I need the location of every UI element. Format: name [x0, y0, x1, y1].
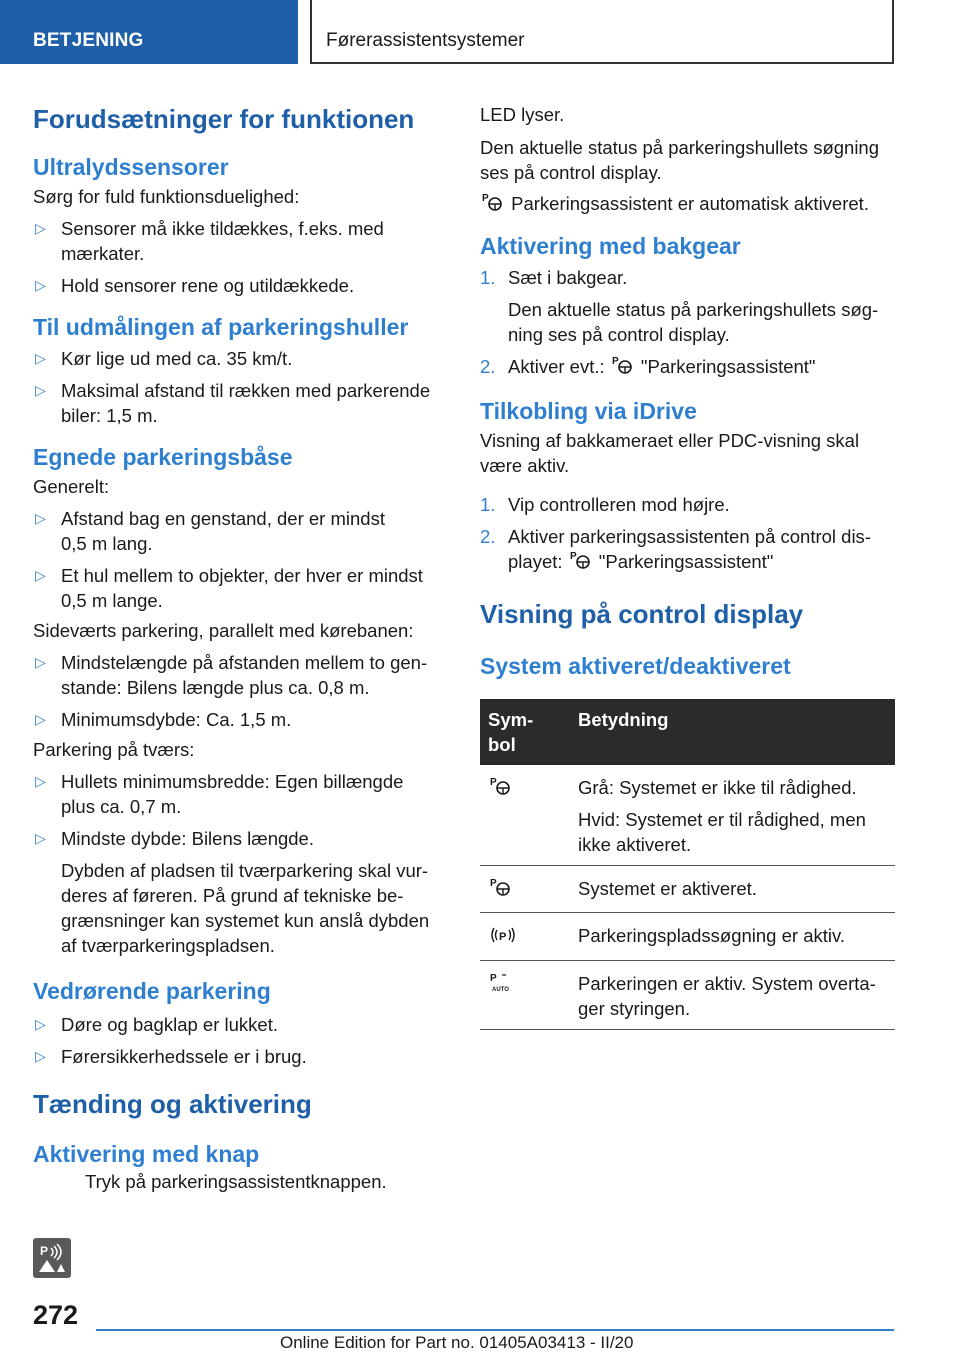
parking-auto-icon [488, 971, 514, 999]
triangle-bullet-icon: ▷ [35, 510, 46, 526]
column-symbol: Sym- bol [480, 699, 570, 765]
svg-text:P: P [611, 356, 619, 368]
footer-edition: Online Edition for Part no. 01405A03413 - II/20 [280, 1333, 634, 1352]
svg-text:P: P [569, 551, 577, 563]
list-item: ▷ Minimumsdybde: Ca. 1,5 m. [35, 709, 292, 730]
parking-assistant-icon [480, 191, 506, 219]
list-item: ▷ Døre og bagklap er lukket. [35, 1014, 278, 1035]
table-header-row [480, 699, 895, 765]
list-item: 1. Vip controlleren mod højre. [480, 494, 730, 516]
heading-measure: Til udmålingen af parkeringshuller [33, 314, 409, 340]
svg-text:P: P [482, 193, 489, 205]
list-item: ▷ Hold sensorer rene og utildækkede. [35, 275, 355, 296]
list-item: ▷ Maksimal afstand til rækken med parkerende biler: 1,5 m. [35, 380, 431, 426]
table-row: P Grå: Systemet er ikke til rådighed. Hvid: Systemet er til rådighed, men ikke aktiveret. [480, 765, 895, 866]
page-number: 272 [33, 1300, 79, 1330]
triangle-bullet-icon: ▷ [35, 1016, 46, 1032]
footer-divider [96, 1329, 894, 1331]
heading-requirements: Forudsætninger for funktionen [33, 104, 415, 134]
triangle-bullet-icon: ▷ [35, 220, 46, 236]
symbol-table [480, 699, 895, 1029]
section-tab [0, 0, 298, 64]
list-item: ▷ Afstand bag en genstand, der er mindst 0,5 m lang. [35, 508, 385, 554]
list-item: 1. Sæt i bakgear. [480, 267, 628, 289]
section-title: BETJENING [33, 30, 144, 51]
parking-search-icon [488, 924, 518, 952]
list-item: 2. Aktiver evt.: P "Parkeringsassistent" [480, 354, 895, 382]
reverse-note: Den aktuelle status på parkeringshullets søg- ning ses på control display. [508, 299, 879, 346]
chapter-tab [310, 0, 894, 64]
button-text: Tryk på parkeringsassistentknappen. [85, 1171, 387, 1192]
list-item: ▷ Mindste dybde: Bilens længde. [35, 828, 314, 849]
left-column [33, 102, 445, 1194]
triangle-bullet-icon: ▷ [35, 382, 46, 398]
cross-note: Dybden af pladsen til tværparkering skal vur- deres af føreren. På grund af tekniske be- grænsninger kan systemet kun anslå dybden af tværparkeringspladsen. [61, 860, 430, 956]
status-text: Den aktuelle status på parkeringshullets søgning ses på control display. [480, 137, 880, 183]
column-meaning: Betydning [570, 699, 895, 765]
triangle-bullet-icon: ▷ [35, 1048, 46, 1064]
svg-text:P: P [490, 878, 497, 890]
heading-ultrasound: Ultralydssensorer [33, 154, 229, 180]
led-text: LED lyser. [480, 104, 565, 125]
triangle-bullet-icon: ▷ [35, 567, 46, 583]
parking-assistant-icon [568, 549, 594, 577]
svg-text:P: P [490, 777, 497, 789]
ultrasound-intro: Sørg for fuld funktionsduelighed: [33, 186, 300, 207]
parking-button-icon [33, 1238, 71, 1278]
table-row: P AUTO Parkeringen er aktiv. System overta- ger styringen. [480, 960, 895, 1029]
triangle-bullet-icon: ▷ [35, 277, 46, 293]
chapter-title: Førerassistentsystemer [326, 30, 525, 51]
parking-assistant-icon [488, 876, 514, 904]
general-label: Generelt: [33, 476, 110, 497]
list-item: ▷ Et hul mellem to objekter, der hver er mindst 0,5 m lange. [35, 565, 423, 611]
list-item: 2. Aktiver parkeringsassistenten på control dis- playet: P "Parkeringsassistent" [480, 524, 895, 577]
list-item: ▷ Hullets minimumsbredde: Egen billængde plus ca. 0,7 m. [35, 771, 404, 817]
table-row: P Systemet er aktiveret. [480, 866, 895, 913]
triangle-bullet-icon: ▷ [35, 654, 46, 670]
right-column [480, 102, 895, 1030]
triangle-bullet-icon: ▷ [35, 350, 46, 366]
svg-text:AUTO: AUTO [492, 986, 509, 993]
cross-label: Parkering på tværs: [33, 739, 195, 760]
heading-spaces: Egnede parkeringsbåse [33, 444, 293, 470]
list-item: ▷ Kør lige ud med ca. 35 km/t. [35, 348, 293, 369]
triangle-bullet-icon: ▷ [35, 711, 46, 727]
triangle-bullet-icon: ▷ [35, 830, 46, 846]
parallel-label: Sideværts parkering, parallelt med kørebanen: [33, 620, 414, 641]
svg-text:P: P [490, 972, 497, 984]
heading-reverse: Aktivering med bakgear [480, 233, 741, 260]
list-item: ▷ Mindstelængde på afstanden mellem to gen- stande: Bilens længde plus ca. 0,8 m. [35, 652, 428, 698]
table-row: P Parkeringspladssøgning er aktiv. [480, 913, 895, 960]
list-item: ▷ Førersikkerhedssele er i brug. [35, 1046, 307, 1067]
heading-idrive: Tilkobling via iDrive [480, 398, 697, 425]
heading-button: Aktivering med knap [33, 1141, 260, 1167]
parking-assistant-icon [610, 354, 636, 382]
parking-assistant-icon [488, 775, 514, 803]
list-item: ▷ Sensorer må ikke tildækkes, f.eks. med mærkater. [35, 218, 384, 264]
triangle-bullet-icon: ▷ [35, 773, 46, 789]
idrive-intro: Visning af bakkameraet eller PDC-visning skal være aktiv. [480, 430, 860, 477]
heading-ignition: Tænding og aktivering [33, 1089, 312, 1119]
heading-display: Visning på control display [480, 599, 804, 630]
svg-text:P: P [499, 930, 507, 943]
heading-status: System aktiveret/deaktiveret [480, 653, 791, 680]
svg-text:P: P [40, 1244, 49, 1258]
heading-parking: Vedrørende parkering [33, 978, 271, 1004]
auto-active-text: P Parkeringsassistent er automatisk aktiveret. [480, 191, 895, 219]
